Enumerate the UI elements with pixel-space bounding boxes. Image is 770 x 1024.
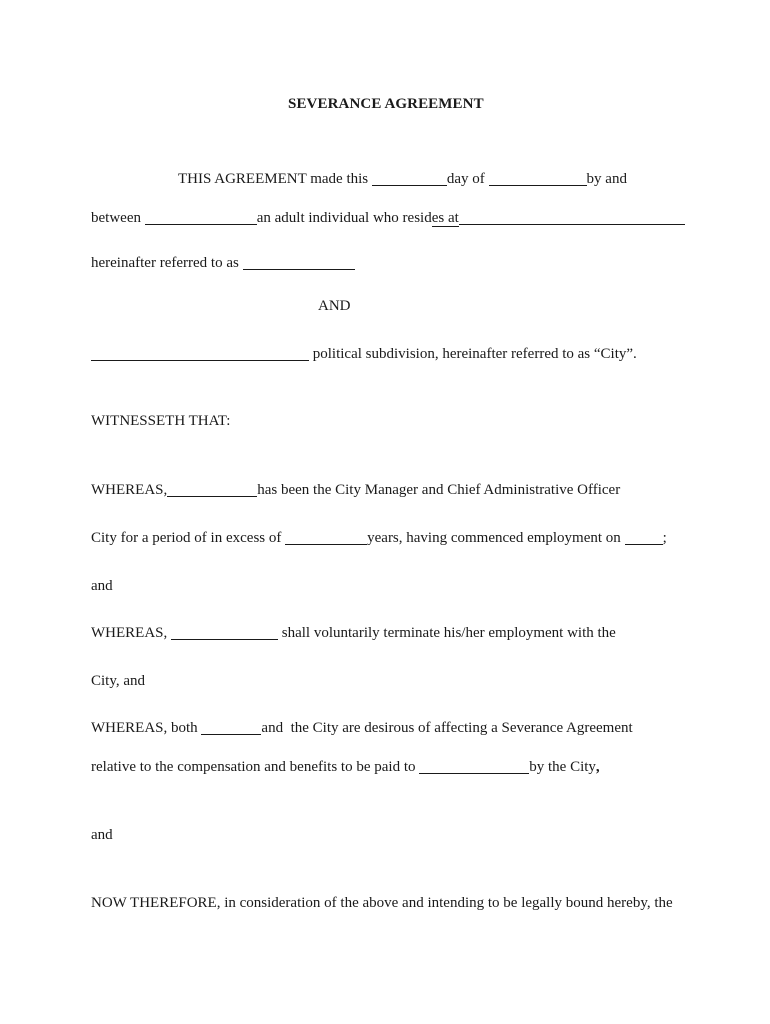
- manager-name-blank-field[interactable]: [167, 482, 257, 497]
- political-subdivision-text: political subdivision, hereinafter referred to as “City”.: [309, 346, 637, 362]
- resides-at-text: es at: [431, 210, 459, 226]
- month-blank-field[interactable]: [489, 171, 587, 186]
- city-party-line: [91, 345, 637, 363]
- agreement-intro-line: [178, 170, 627, 188]
- by-city-text: by the City: [529, 759, 596, 775]
- compensation-text: relative to the compensation and benefits to be paid to: [91, 759, 420, 775]
- comma: ,: [595, 759, 600, 775]
- whereas-2-line: [91, 624, 616, 642]
- whereas-3-continued-line: [91, 758, 600, 776]
- page-title: SEVERANCE AGREEMENT: [288, 96, 484, 112]
- start-date-blank-field[interactable]: [625, 530, 663, 545]
- intro-text-c: by and: [586, 171, 627, 187]
- individual-text: an adult individual who resid: [256, 210, 432, 226]
- semicolon: ;: [662, 530, 667, 546]
- and-separator: AND: [318, 298, 351, 314]
- referred-as-blank-field[interactable]: [243, 255, 355, 270]
- recipient-blank-field[interactable]: [419, 759, 529, 774]
- and-line-1: and: [91, 578, 113, 594]
- witnesseth-heading: WITNESSETH THAT:: [91, 413, 231, 429]
- years-blank-field[interactable]: [285, 530, 367, 545]
- whereas-2-label: WHEREAS,: [91, 625, 171, 641]
- whereas-2-text: shall voluntarily terminate his/her employment with the: [278, 625, 616, 641]
- whereas-3-text: and the City are desirous of affecting a Severance Agreement: [261, 720, 633, 736]
- between-text: between: [91, 210, 145, 226]
- city-name-blank-field[interactable]: [91, 346, 309, 361]
- between-line: [91, 209, 685, 227]
- whereas-1-continued-line: [91, 529, 667, 547]
- whereas-3-label: WHEREAS, both: [91, 720, 202, 736]
- whereas-3-line: [91, 719, 633, 737]
- day-blank-field[interactable]: [372, 171, 447, 186]
- whereas-1-label: WHEREAS,: [91, 482, 168, 498]
- period-text: City for a period of in excess of: [91, 530, 286, 546]
- intro-text-a: THIS AGREEMENT made this: [178, 171, 372, 187]
- whereas-1-text: has been the City Manager and Chief Administrative Officer: [257, 482, 621, 498]
- now-therefore-line: NOW THEREFORE, in consideration of the above and intending to be legally bound hereby, the: [91, 895, 673, 911]
- and-line-2: and: [91, 827, 113, 843]
- whereas-1-line: [91, 481, 620, 499]
- hereinafter-line: [91, 254, 355, 272]
- years-text: years, having commenced employment on: [367, 530, 625, 546]
- terminating-party-blank-field[interactable]: [171, 625, 278, 640]
- individual-name-blank-field[interactable]: [145, 210, 257, 225]
- intro-text-b: day of: [446, 171, 489, 187]
- hereinafter-text: hereinafter referred to as: [91, 255, 243, 271]
- both-party-blank-field[interactable]: [201, 720, 261, 735]
- address-blank-field[interactable]: [459, 210, 685, 225]
- whereas-2-continued-line: City, and: [91, 673, 146, 689]
